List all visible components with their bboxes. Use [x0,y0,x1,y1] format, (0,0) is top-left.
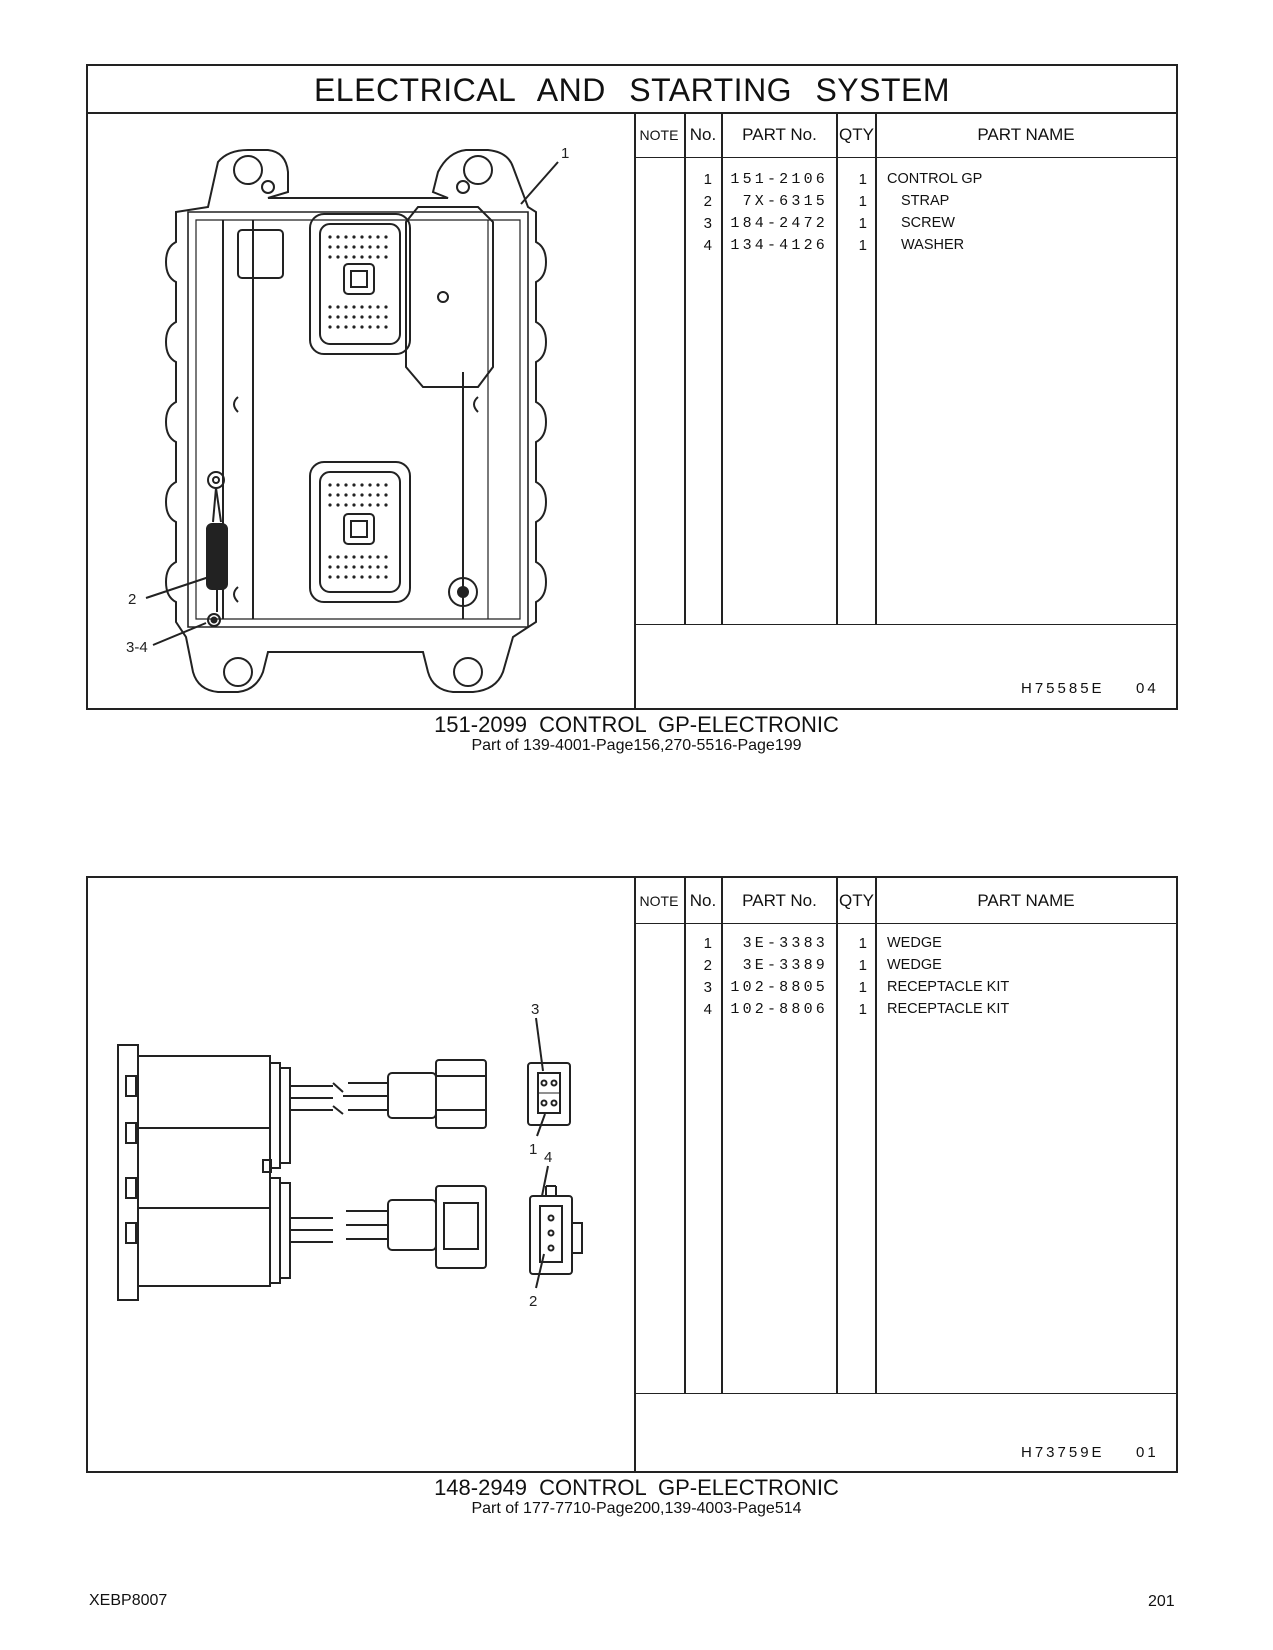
header-part-name: PART NAME [977,125,1075,144]
connector-illustration [88,878,634,1471]
item-name: RECEPTACLE KIT [887,979,1010,995]
item-name: WEDGE [887,957,942,973]
header-no: No. [689,891,717,910]
section-subcaption: Part of 177-7710-Page200,139-4003-Page514 [471,1500,802,1517]
item-part-no: 7X-6315 [742,193,828,210]
callout-1: 1 [561,145,570,162]
item-part-no: 3E-3383 [742,935,828,952]
item-qty: 1 [858,215,867,232]
parts-table-1 [634,112,1176,710]
table-row [634,234,1176,257]
table-row [634,168,1176,191]
drawing-number: H73759E [1021,1444,1105,1461]
drawing-revision: 01 [1136,1444,1159,1461]
header-note: NOTE [639,893,679,909]
callout-2: 2 [529,1293,538,1310]
figure-1 [88,112,636,710]
item-no: 2 [703,957,712,974]
item-name: WEDGE [887,935,942,951]
section-caption: 151-2099 CONTROL GP-ELECTRONIC [434,712,839,737]
page-title: ELECTRICAL AND STARTING SYSTEM [88,66,1176,114]
table-header [634,878,1176,924]
item-qty: 1 [858,957,867,974]
callout-1: 1 [529,1141,538,1158]
section-caption: 148-2949 CONTROL GP-ELECTRONIC [434,1475,839,1500]
table-row [634,954,1176,977]
item-part-no: 102-8805 [730,979,828,996]
header-part-no: PART No. [742,125,817,144]
callout-2: 2 [128,591,137,608]
item-no: 1 [703,171,712,188]
item-qty: 1 [858,1001,867,1018]
page-number: 201 [1148,1593,1175,1610]
item-qty: 1 [858,193,867,210]
header-no: No. [689,125,717,144]
table-row [634,190,1176,213]
item-name: SCREW [901,215,955,231]
item-name: WASHER [901,237,965,253]
header-part-name: PART NAME [977,891,1075,910]
callout-3-4: 3-4 [126,639,148,656]
header-qty: QTY [839,125,874,144]
item-name: CONTROL GP [887,171,983,187]
parts-frame-2 [86,876,1178,1473]
item-no: 3 [703,979,712,996]
table-row [634,212,1176,235]
callout-3: 3 [531,1001,540,1018]
section-subcaption: Part of 139-4001-Page156,270-5516-Page199 [471,737,802,754]
item-part-no: 151-2106 [730,171,828,188]
drawing-number: H75585E [1021,680,1105,697]
document-id: XEBP8007 [89,1592,168,1609]
item-qty: 1 [858,171,867,188]
drawing-revision: 04 [1136,680,1159,697]
figure-2 [88,878,636,1471]
header-qty: QTY [839,891,874,910]
table-row [634,998,1176,1021]
item-no: 1 [703,935,712,952]
item-name: STRAP [901,193,950,209]
item-no: 4 [703,237,712,254]
item-no: 4 [703,1001,712,1018]
table-row [634,976,1176,999]
item-no: 2 [703,193,712,210]
item-part-no: 3E-3389 [742,957,828,974]
item-qty: 1 [858,935,867,952]
ecm-illustration [88,112,634,708]
header-part-no: PART No. [742,891,817,910]
callout-4: 4 [544,1149,553,1166]
item-part-no: 102-8806 [730,1001,828,1018]
header-note: NOTE [639,127,679,143]
item-qty: 1 [858,237,867,254]
item-no: 3 [703,215,712,232]
item-qty: 1 [858,979,867,996]
table-row [634,932,1176,955]
item-name: RECEPTACLE KIT [887,1001,1010,1017]
table-header [634,112,1176,158]
parts-frame-1 [86,64,1178,710]
parts-table-2 [634,878,1176,1471]
item-part-no: 134-4126 [730,237,828,254]
item-part-no: 184-2472 [730,215,828,232]
